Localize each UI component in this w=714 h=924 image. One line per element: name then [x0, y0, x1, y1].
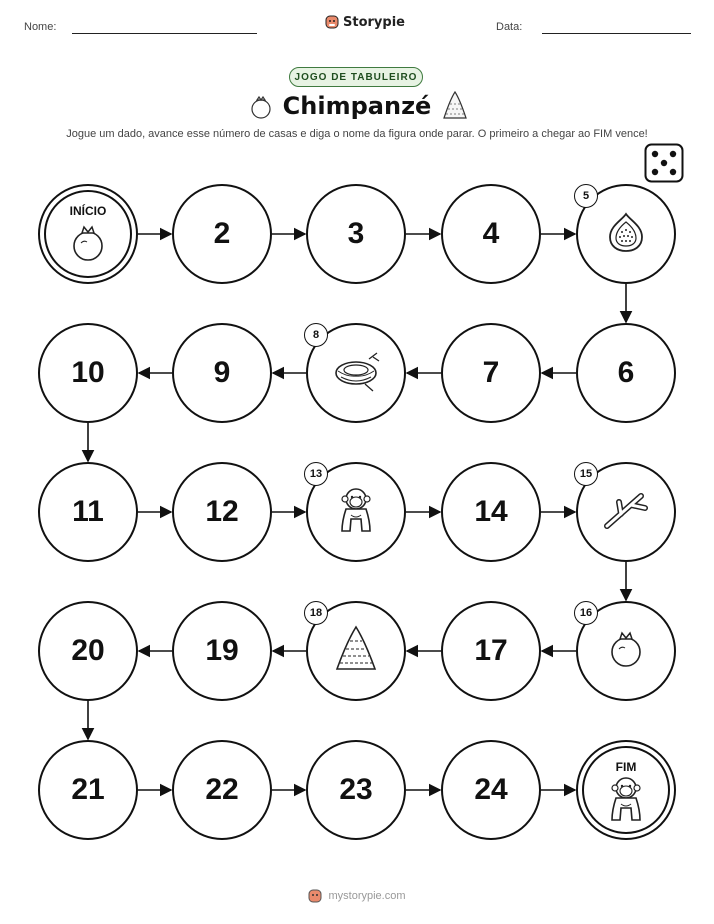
board-space: [441, 740, 541, 840]
space-number: 3: [347, 217, 365, 250]
space-number: 17: [474, 634, 508, 667]
page-title: Chimpanzé: [282, 92, 432, 120]
board-space: [172, 184, 272, 284]
board-space: [576, 601, 676, 701]
board-space: [306, 462, 406, 562]
start-label: INÍCIO: [69, 204, 107, 218]
space-number-badge: 13: [304, 462, 328, 486]
board-space: [172, 601, 272, 701]
board-space: [441, 323, 541, 423]
board-space: [441, 184, 541, 284]
name-label: Nome:: [24, 21, 57, 33]
finish-space: [576, 740, 676, 840]
board-space: [306, 740, 406, 840]
space-number: 2: [213, 217, 231, 250]
board-space: [38, 601, 138, 701]
pomegranate-icon: [607, 629, 645, 674]
termite-mound-icon: [331, 623, 381, 680]
start-space: [38, 184, 138, 284]
space-number: 6: [617, 356, 635, 389]
board-space: [441, 462, 541, 562]
space-number-badge: 18: [304, 601, 328, 625]
space-number: 23: [339, 773, 373, 806]
stick-icon: [601, 488, 651, 537]
space-number: 19: [205, 634, 239, 667]
date-label: Data:: [496, 21, 523, 33]
board-space: [306, 184, 406, 284]
footer: [0, 888, 714, 904]
board-space: [172, 462, 272, 562]
brand-name: Storypie: [343, 14, 405, 30]
footer-url[interactable]: mystorypie.com: [328, 890, 406, 902]
space-number-badge: 15: [574, 462, 598, 486]
game-type-badge: JOGO DE TABULEIRO: [289, 67, 423, 87]
nest-icon: [329, 349, 383, 398]
board-space: [306, 323, 406, 423]
space-number: 9: [213, 356, 231, 389]
space-number-badge: 8: [304, 323, 328, 347]
storypie-mascot-icon: [308, 888, 322, 904]
space-number: 22: [205, 773, 239, 806]
instructions-text: Jogue um dado, avance esse número de casas e diga o nome da figura onde parar. O primeiro a chegar ao FIM vence!: [66, 128, 648, 140]
pomegranate-icon: [69, 223, 107, 268]
board-space: [38, 462, 138, 562]
board-space: [576, 462, 676, 562]
board-space: [38, 323, 138, 423]
chimpanzee-icon: [604, 774, 648, 829]
space-number-badge: 16: [574, 601, 598, 625]
board-space: [38, 740, 138, 840]
space-number: 21: [71, 773, 105, 806]
space-number: 11: [72, 495, 104, 528]
fig-icon: [604, 210, 648, 259]
board-space: [306, 601, 406, 701]
board-space: [172, 323, 272, 423]
space-number-badge: 5: [574, 184, 598, 208]
board-space: [172, 740, 272, 840]
space-number: 7: [482, 356, 500, 389]
space-number: 12: [205, 495, 239, 528]
finish-label: FIM: [615, 760, 637, 774]
space-number: 20: [71, 634, 105, 667]
board-space: [441, 601, 541, 701]
board-space: [576, 323, 676, 423]
space-number: 14: [474, 495, 508, 528]
space-number: 4: [482, 217, 500, 250]
space-number: 10: [71, 356, 105, 389]
board-space: [576, 184, 676, 284]
space-number: 24: [474, 773, 508, 806]
chimpanzee-icon: [334, 485, 378, 540]
